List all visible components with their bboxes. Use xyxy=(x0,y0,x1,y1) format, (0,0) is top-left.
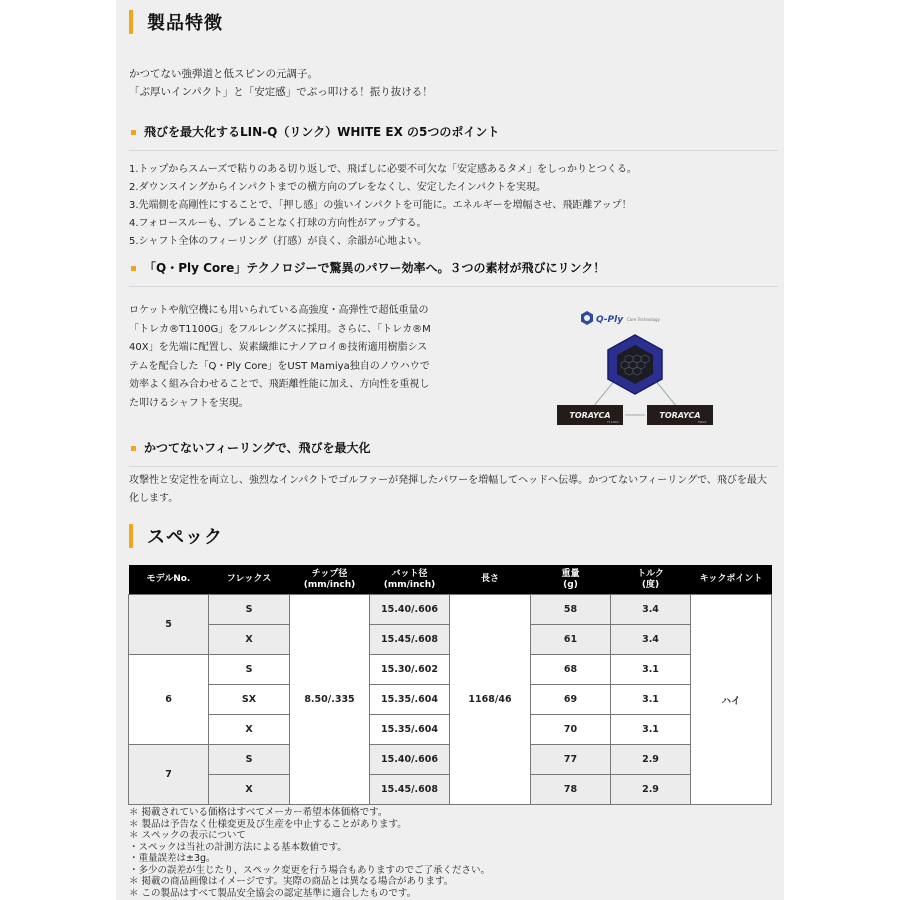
qply-heading-text: 「Q・Ply Core」テクノロジーで驚異のパワー効率へ。３つの素材が飛びにリンク！ xyxy=(144,261,606,275)
torque-cell: 3.1 xyxy=(611,715,691,745)
flex-cell: X xyxy=(209,625,290,655)
tip-cell: 8.50/.335 xyxy=(290,595,370,805)
flex-cell: S xyxy=(209,655,290,685)
weight-cell: 77 xyxy=(531,745,611,775)
col-header-kick: キックポイント xyxy=(691,565,772,595)
col-header-butt: バット径 (mm/inch) xyxy=(370,565,450,595)
col-header-tip: チップ径 (mm/inch) xyxy=(290,565,370,595)
butt-cell: 15.45/.608 xyxy=(370,775,450,805)
flex-cell: X xyxy=(209,715,290,745)
flex-cell: S xyxy=(209,745,290,775)
svg-text:Q-Ply: Q-Ply xyxy=(596,315,624,325)
torque-cell: 3.1 xyxy=(611,655,691,685)
note-line: ・スペックは当社の計測方法による基本数値です。 xyxy=(129,841,347,853)
note-line: ＊ 掲載の商品画像はイメージです。実際の商品とは異なる場合があります。 xyxy=(129,876,454,887)
weight-cell: 78 xyxy=(531,775,611,805)
text-line: 化します。 xyxy=(129,493,179,504)
text-line: 攻撃性と安定性を両立し、強烈なインパクトでゴルファーが発揮したパワーを増幅してヘッドへ伝導。かつてないフィーリングで、飛びを最大 xyxy=(129,475,767,486)
text-line: 「トレカ®T1100G」をフルレングスに採用。さらに、「トレカ®M xyxy=(129,323,431,335)
col-header-length: 長さ xyxy=(450,565,531,595)
butt-cell: 15.35/.604 xyxy=(370,715,450,745)
flex-cell: X xyxy=(209,775,290,805)
model-cell: 7 xyxy=(129,745,209,805)
accent-bar xyxy=(129,10,133,34)
text-line: テムを配合した「Q・Ply Core」をUST Mamiya独自のノウハウで xyxy=(129,360,430,372)
svg-text:Core Technology: Core Technology xyxy=(627,317,660,322)
bullet-square-icon xyxy=(131,130,136,135)
list-item: 5.シャフト全体のフィーリング（打感）が良く、余韻が心地よい。 xyxy=(129,236,428,247)
note-line: ＊ この製品はすべて製品安全協会の認定基準に適合したものです。 xyxy=(129,887,417,899)
model-cell: 5 xyxy=(129,595,209,655)
features-title-text: 製品特徴 xyxy=(147,13,223,34)
text-line: た叩けるシャフトを実現。 xyxy=(129,397,249,409)
points-heading-text: 飛びを最大化するLIN-Q（リンク）WHITE EX の5つのポイント xyxy=(144,125,500,139)
svg-text:TORAYCA: TORAYCA xyxy=(659,411,701,420)
svg-text:M40X: M40X xyxy=(698,420,707,424)
text-line: ロケットや航空機にも用いられている高強度・高弾性で超低重量の xyxy=(129,305,429,316)
qply-heading xyxy=(129,260,778,287)
accent-bar xyxy=(129,524,133,548)
col-header-torque: トルク (度) xyxy=(611,565,691,595)
butt-cell: 15.35/.604 xyxy=(370,685,450,715)
points-list xyxy=(129,161,637,251)
col-header-flex: フレックス xyxy=(209,565,290,595)
intro-line: 「ぶ厚いインパクト」と「安定感」でぶっ叩ける！振り抜ける！ xyxy=(129,86,433,98)
table-row xyxy=(129,595,772,625)
torque-cell: 2.9 xyxy=(611,775,691,805)
intro-line: かつてない強弾道と低スピンの元調子。 xyxy=(129,68,318,80)
flex-cell: S xyxy=(209,595,290,625)
text-line: 40X」を先端に配置し、炭素繊維にナノアロイ®技術適用樹脂シス xyxy=(129,342,428,353)
torque-cell: 2.9 xyxy=(611,745,691,775)
col-header-model: モデルNo. xyxy=(129,565,209,595)
qply-core-diagram xyxy=(555,305,715,430)
butt-cell: 15.45/.608 xyxy=(370,625,450,655)
weight-cell: 68 xyxy=(531,655,611,685)
note-line: ＊ 製品は予告なく仕様変更及び生産を中止することがあります。 xyxy=(129,818,407,830)
spec-title xyxy=(129,524,223,548)
note-line: ＊ スペックの表示について xyxy=(129,830,246,841)
feeling-text xyxy=(129,472,767,508)
qply-diagram-icon xyxy=(555,305,715,430)
list-item: 1.トップからスムーズで粘りのある切り返しで、飛ばしに必要不可欠な「安定感あるタメ」をしっかりとつくる。 xyxy=(129,164,637,175)
butt-cell: 15.40/.606 xyxy=(370,745,450,775)
butt-cell: 15.30/.602 xyxy=(370,655,450,685)
feeling-heading-text: かつてないフィーリングで、飛びを最大化 xyxy=(144,441,371,455)
text-line: 効率よく組み合わせることで、飛距離性能に加え、方向性を重視し xyxy=(129,379,430,390)
length-cell: 1168/46 xyxy=(450,595,531,805)
weight-cell: 58 xyxy=(531,595,611,625)
note-line: ・多少の誤差が生じたり、スペック変更を行う場合もありますのでご了承ください。 xyxy=(129,864,491,876)
weight-cell: 69 xyxy=(531,685,611,715)
qply-text xyxy=(129,302,431,413)
svg-text:T1100G: T1100G xyxy=(607,420,619,424)
features-title xyxy=(129,10,223,34)
butt-cell: 15.40/.606 xyxy=(370,595,450,625)
spec-title-text: スペック xyxy=(147,527,223,548)
spec-notes xyxy=(129,807,490,899)
note-line: ・重量誤差は±3g。 xyxy=(129,853,216,864)
bullet-square-icon xyxy=(131,266,136,271)
torque-cell: 3.4 xyxy=(611,625,691,655)
list-item: 4.フォロースルーも、ブレることなく打球の方向性がアップする。 xyxy=(129,218,427,229)
table-header-row xyxy=(129,565,772,595)
torque-cell: 3.4 xyxy=(611,595,691,625)
model-cell: 6 xyxy=(129,655,209,745)
col-header-weight: 重量 (g) xyxy=(531,565,611,595)
weight-cell: 61 xyxy=(531,625,611,655)
feeling-heading xyxy=(129,440,778,467)
intro-text xyxy=(129,65,433,101)
note-line: ＊ 掲載されている価格はすべてメーカー希望本体価格です。 xyxy=(129,807,388,818)
list-item: 3.先端側を高剛性にすることで、「押し感」の強いインパクトを可能に。エネルギーを増幅させ、飛距離アップ！ xyxy=(129,200,632,211)
kick-cell: ハイ xyxy=(691,595,772,805)
torque-cell: 3.1 xyxy=(611,685,691,715)
svg-text:TORAYCA: TORAYCA xyxy=(569,411,611,420)
bullet-square-icon xyxy=(131,446,136,451)
list-item: 2.ダウンスイングからインパクトまでの横方向のブレをなくし、安定したインパクトを実現。 xyxy=(129,182,547,193)
flex-cell: SX xyxy=(209,685,290,715)
points-heading xyxy=(129,124,778,151)
weight-cell: 70 xyxy=(531,715,611,745)
spec-table xyxy=(128,565,772,805)
